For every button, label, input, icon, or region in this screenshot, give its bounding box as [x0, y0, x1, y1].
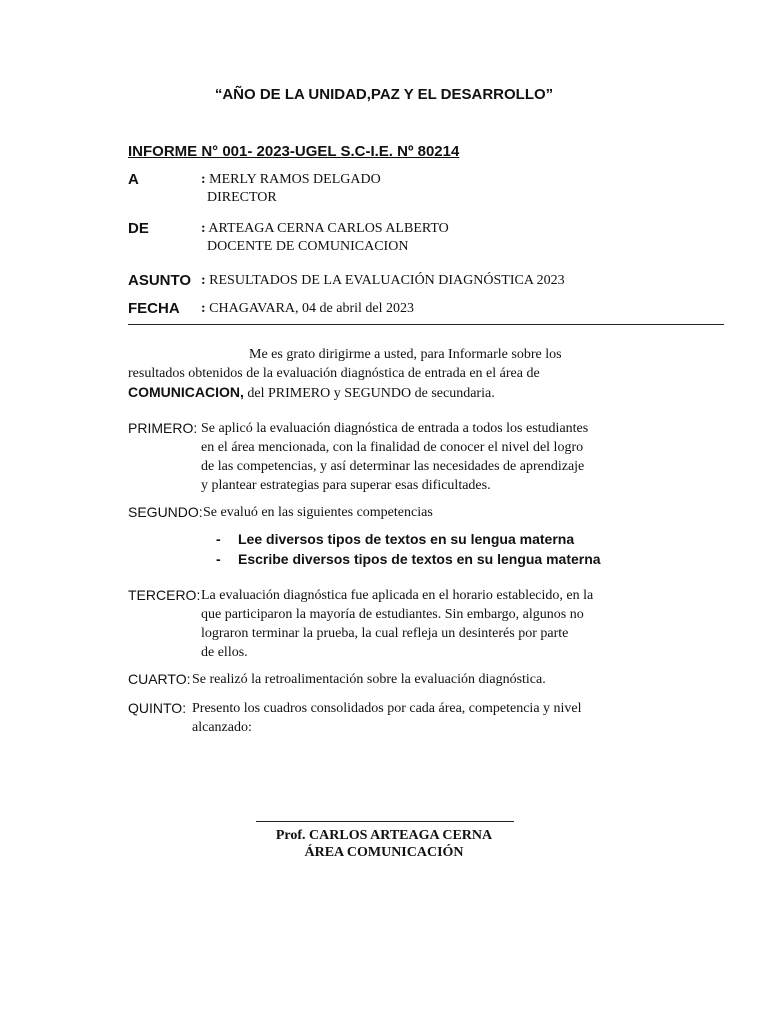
- tercero-line-3: lograron terminar la prueba, la cual refleja un desinterés por parte: [201, 626, 569, 641]
- intro-line-1: Me es grato dirigirme a usted, para Informarle sobre los: [249, 347, 562, 362]
- signature-name: Prof. CARLOS ARTEAGA CERNA: [275, 828, 493, 843]
- date-text: CHAGAVARA, 04 de abril del 2023: [209, 301, 414, 316]
- primero-line-1: Se aplicó la evaluación diagnóstica de entrada a todos los estudiantes: [201, 421, 589, 436]
- competency-item: Lee diversos tipos de textos en su lengua materna: [238, 531, 575, 547]
- signature-area: ÁREA COMUNICACIÓN: [304, 845, 464, 860]
- colon: :: [201, 172, 206, 187]
- intro-line-2: resultados obtenidos de la evaluación diagnóstica de entrada en el área de: [128, 366, 540, 381]
- intro-line-3-rest: del PRIMERO y SEGUNDO de secundaria.: [243, 386, 495, 401]
- primero-label: PRIMERO:: [128, 420, 198, 436]
- segundo-label: SEGUNDO:: [128, 504, 203, 520]
- colon: :: [201, 221, 206, 236]
- area-name: COMUNICACION,: [128, 384, 244, 400]
- primero-line-3: de las competencias, y así determinar las necesidades de aprendizaje: [201, 459, 585, 474]
- from-label: DE: [128, 220, 149, 237]
- tercero-line-1: La evaluación diagnóstica fue aplicada en el horario establecido, en la: [201, 588, 594, 603]
- to-value: [201, 171, 381, 207]
- bullet-dash: -: [216, 531, 221, 547]
- subject-label: ASUNTO: [128, 272, 192, 289]
- to-name: MERLY RAMOS DELGADO: [209, 172, 381, 187]
- tercero-line-4: de ellos.: [201, 645, 248, 660]
- document-title: “AÑO DE LA UNIDAD,PAZ Y EL DESARROLLO”: [214, 86, 554, 103]
- intro-line-3: [128, 383, 495, 403]
- header-divider: [128, 324, 724, 325]
- to-position: DIRECTOR: [207, 190, 277, 205]
- segundo-text: Se evaluó en las siguientes competencias: [203, 505, 433, 520]
- tercero-label: TERCERO:: [128, 587, 201, 603]
- cuarto-label: CUARTO:: [128, 671, 191, 687]
- date-label: FECHA: [128, 300, 180, 317]
- quinto-line-2: alcanzado:: [192, 720, 252, 735]
- subject-value: [201, 272, 565, 290]
- primero-line-4: y plantear estrategias para superar esas dificultades.: [201, 478, 491, 493]
- primero-line-2: en el área mencionada, con la finalidad de conocer el nivel del logro: [201, 440, 584, 455]
- cuarto-text: Se realizó la retroalimentación sobre la evaluación diagnóstica.: [192, 672, 546, 687]
- bullet-dash: -: [216, 551, 221, 567]
- tercero-line-2: que participaron la mayoría de estudiantes. Sin embargo, algunos no: [201, 607, 584, 622]
- informe-number: INFORME N° 001- 2023-UGEL S.C-I.E. Nº 80214: [128, 143, 460, 160]
- colon: :: [201, 273, 206, 288]
- colon: :: [201, 301, 206, 316]
- quinto-line-1: Presento los cuadros consolidados por cada área, competencia y nivel: [192, 701, 582, 716]
- date-value: [201, 300, 414, 318]
- competency-item: Escribe diversos tipos de textos en su lengua materna: [238, 551, 601, 567]
- from-value: [201, 220, 449, 256]
- subject-text: RESULTADOS DE LA EVALUACIÓN DIAGNÓSTICA 2023: [209, 273, 565, 288]
- quinto-label: QUINTO:: [128, 700, 187, 716]
- from-name: ARTEAGA CERNA CARLOS ALBERTO: [208, 221, 449, 236]
- from-position: DOCENTE DE COMUNICACION: [207, 239, 409, 254]
- signature-line: [256, 821, 514, 822]
- to-label: A: [128, 171, 139, 188]
